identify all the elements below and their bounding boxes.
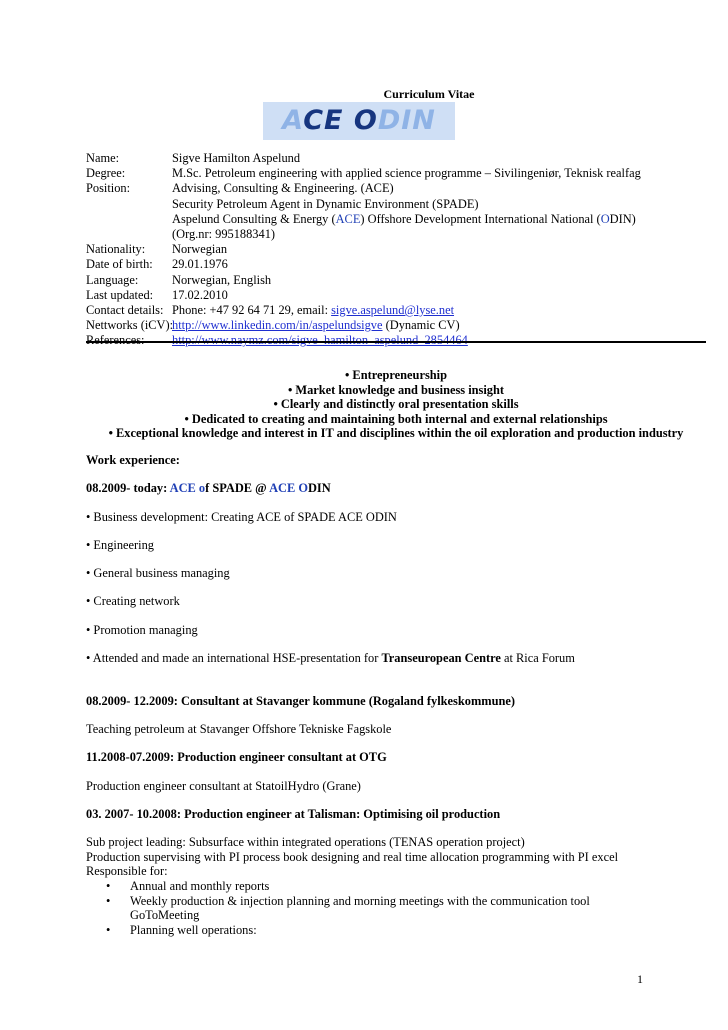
job2-title: 08.2009- 12.2009: Consultant at Stavanger kommune (Rogaland fylkeskommune) bbox=[86, 694, 515, 708]
divider-rule bbox=[86, 341, 706, 343]
responsibilities-list bbox=[106, 879, 706, 937]
job1-item: • General business managing bbox=[86, 566, 230, 580]
org-number: (Org.nr: 995188341) bbox=[172, 227, 276, 242]
job1-title: 08.2009- today: ACE of SPADE @ ACE ODIN bbox=[86, 481, 331, 495]
job1-item-hse: • Attended and made an international HSE-presentation for Transeuropean Centre at Rica Forum bbox=[86, 651, 575, 665]
skill-item: • Clearly and distinctly oral presentation skills bbox=[273, 397, 519, 412]
job1-item: • Business development: Creating ACE of SPADE ACE ODIN bbox=[86, 510, 397, 524]
job1-item: • Promotion managing bbox=[86, 623, 198, 637]
skill-item: • Market knowledge and business insight bbox=[287, 382, 505, 397]
name-value: Sigve Hamilton Aspelund bbox=[172, 151, 301, 165]
skills-summary bbox=[86, 368, 706, 441]
networks-value: http://www.linkedin.com/in/aspelundsigve (Dynamic CV) bbox=[172, 318, 460, 333]
position-line-2: Security Petroleum Agent in Dynamic Environment (SPADE) bbox=[172, 196, 479, 211]
job1-item: • Creating network bbox=[86, 594, 180, 608]
job4-line: Responsible for: bbox=[86, 864, 168, 878]
degree-value: M.Sc. Petroleum engineering with applied science programme – Sivilingeniør, Teknisk realfag bbox=[172, 166, 641, 181]
personal-info: Name: Sigve Hamilton Aspelund Degree: M.Sc. Petroleum engineering with applied science programme – Sivilingeniør, Teknisk realfag Position: Advising, Consulting & Engineering. (ACE) Security Petroleum Agent in Dynamic Environment (SPADE) Aspelund Consulting & Energy (ACE) Offshore Development International National (ODIN) (Org.nr: 995188341) Nationality: Norwegian Date of birth: 29.01.1976 Language: Norwegian, English Last updated: 17.02.2010 Contact details: Phone: +47 92 64 71 29, email: sigve.aspelund@lyse.net Nettworks (iCV): http://www.linkedin.com/in/aspelundsigve (Dynamic CV) References: http://www.naymz.com/sigve_hamilton_aspelund_2854464 bbox=[86, 151, 706, 349]
job3-title: 11.2008-07.2009: Production engineer consultant at OTG bbox=[86, 750, 387, 764]
skill-item: • Dedicated to creating and maintaining both internal and external relationships bbox=[184, 411, 608, 426]
ace-odin-logo: ACE ODIN bbox=[263, 102, 455, 140]
contact-value: Phone: +47 92 64 71 29, email: sigve.aspelund@lyse.net bbox=[172, 303, 455, 318]
nationality-value: Norwegian bbox=[172, 242, 228, 257]
list-item: • Planning well operations: bbox=[106, 922, 257, 937]
skill-item: • Exceptional knowledge and interest in IT and disciplines within the oil exploration and production industry bbox=[108, 426, 684, 441]
job3-text: Production engineer consultant at StatoilHydro (Grane) bbox=[86, 779, 361, 793]
position-line-1: Advising, Consulting & Engineering. (ACE) bbox=[172, 181, 394, 196]
naymz-link[interactable]: http://www.naymz.com/sigve_hamilton_aspelund_2854464 bbox=[172, 333, 468, 348]
email-link[interactable]: sigve.aspelund@lyse.net bbox=[331, 303, 455, 318]
list-item: • Weekly production & injection planning and morning meetings with the communication tool GoToMeeting bbox=[106, 893, 590, 923]
job2-text: Teaching petroleum at Stavanger Offshore Tekniske Fagskole bbox=[86, 722, 392, 736]
skill-item: • Entrepreneurship bbox=[345, 368, 447, 382]
dob-value: 29.01.1976 bbox=[172, 257, 228, 272]
position-line-3: Aspelund Consulting & Energy (ACE) Offshore Development International National (ODIN) bbox=[172, 211, 636, 226]
job4-line: Production supervising with PI process book designing and real time allocation programming with PI excel bbox=[86, 850, 619, 864]
job1-item: • Engineering bbox=[86, 538, 154, 552]
page-number: 1 bbox=[637, 972, 643, 986]
job4-line: Sub project leading: Subsurface within integrated operations (TENAS operation project) bbox=[86, 835, 525, 849]
document-title: Curriculum Vitae bbox=[383, 87, 475, 101]
updated-value: 17.02.2010 bbox=[172, 287, 228, 302]
language-value: Norwegian, English bbox=[172, 272, 272, 287]
linkedin-link[interactable]: http://www.linkedin.com/in/aspelundsigve bbox=[172, 318, 383, 333]
list-item: • Annual and monthly reports bbox=[106, 879, 270, 893]
work-heading: Work experience: bbox=[86, 453, 180, 467]
job4-title: 03. 2007- 10.2008: Production engineer at Talisman: Optimising oil production bbox=[86, 807, 501, 821]
